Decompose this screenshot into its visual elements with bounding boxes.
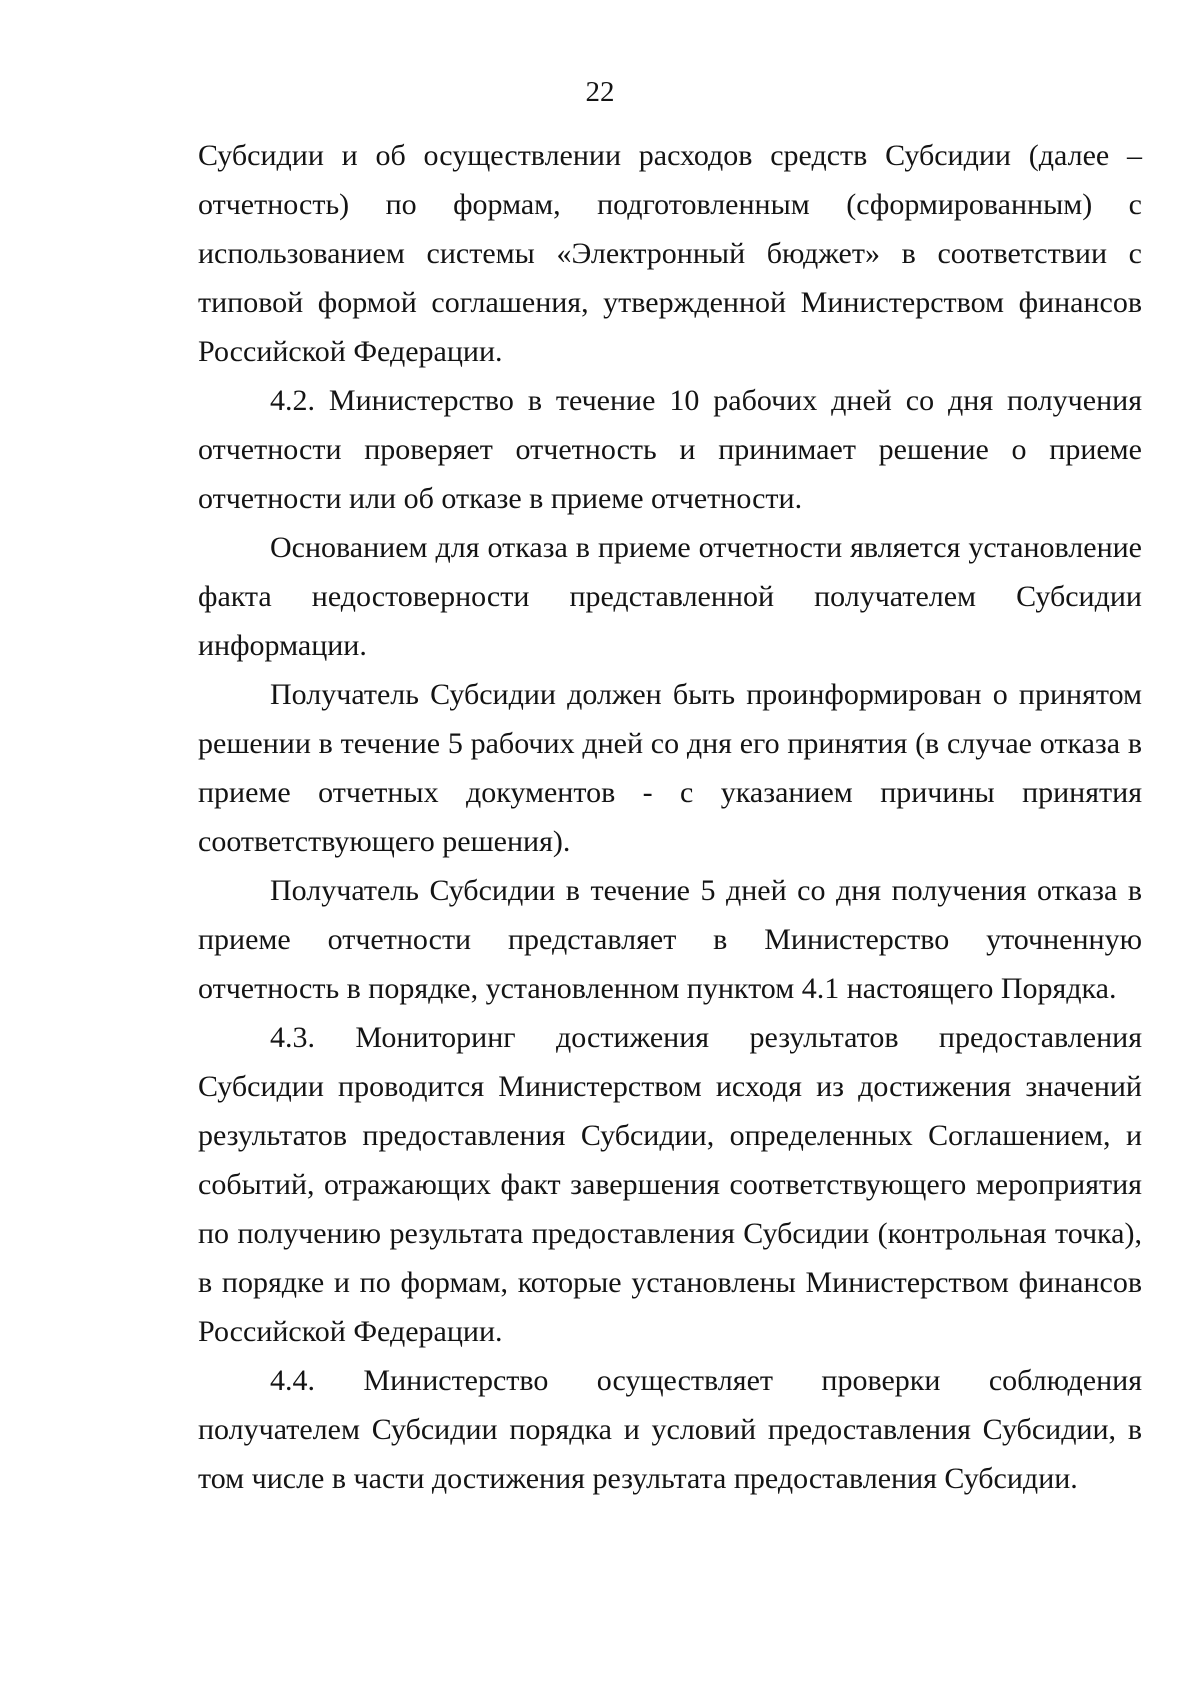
paragraph-recipient-notified: Получатель Субсидии должен быть проинформирован о принятом решении в течение 5 рабочих дней со дня его принятия (в случае отказа в приеме отчетных документов - с указанием причины принятия соответствующего решения).	[198, 678, 1142, 858]
page-number: 22	[585, 76, 615, 108]
paragraph-4-2: 4.2. Министерство в течение 10 рабочих дней со дня получения отчетности проверяет отчетность и принимает решение о приеме отчетности или об отказе в приеме отчетности.	[198, 384, 1142, 515]
paragraph-4-4: 4.4. Министерство осуществляет проверки соблюдения получателем Субсидии порядка и условий предоставления Субсидии, в том числе в части достижения результата предоставления Субсидии.	[198, 1364, 1142, 1495]
paragraph-recipient-resubmits: Получатель Субсидии в течение 5 дней со дня получения отказа в приеме отчетности представляет в Министерство уточненную отчетность в порядке, установленном пунктом 4.1 настоящего Порядка.	[198, 874, 1142, 1005]
document-body	[198, 131, 1142, 1503]
paragraph-4-3: 4.3. Мониторинг достижения результатов предоставления Субсидии проводится Министерством исходя из достижения значений результатов предоставления Субсидии, определенных Соглашением, и событий, отражающих факт завершения соответствующего мероприятия по получению результата предоставления Субсидии (контрольная точка), в порядке и по формам, которые установлены Министерством финансов Российской Федерации.	[198, 1021, 1142, 1348]
paragraph-continuation: Субсидии и об осуществлении расходов средств Субсидии (далее – отчетность) по формам, подготовленным (сформированным) с использованием системы «Электронный бюджет» в соответствии с типовой формой соглашения, утвержденной Министерством финансов Российской Федерации.	[198, 139, 1142, 368]
paragraph-refusal-grounds: Основанием для отказа в приеме отчетности является установление факта недостоверности представленной получателем Субсидии информации.	[198, 531, 1142, 662]
